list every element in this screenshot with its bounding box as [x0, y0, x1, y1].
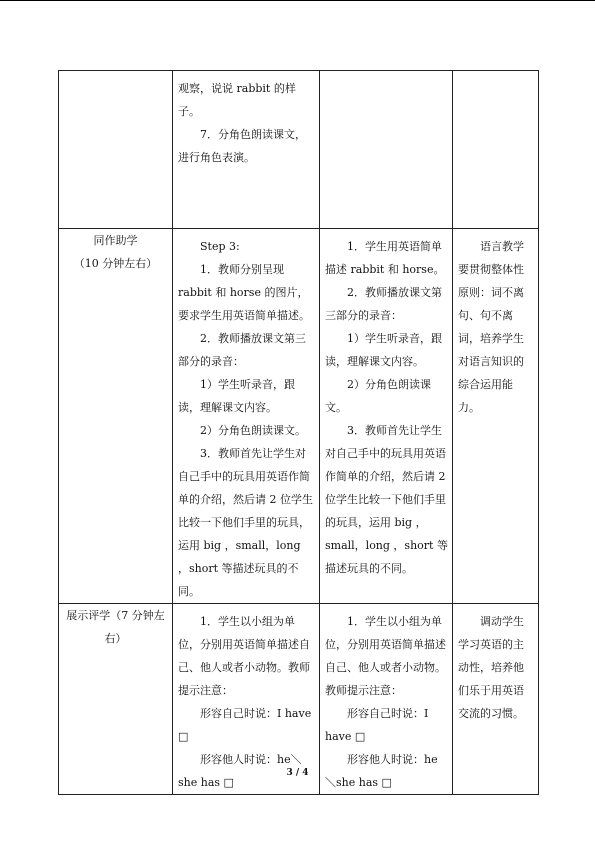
paragraph: 形容自己时说：I have □	[325, 707, 429, 743]
document-page	[58, 70, 538, 795]
stage-duration: （10 分钟左右）	[73, 257, 158, 270]
paragraph: Step 3:	[200, 240, 240, 253]
stage-cell	[59, 71, 173, 229]
paragraph: 形容他人时说：he＼she has □	[325, 753, 438, 789]
stage-title: 同作助学	[93, 234, 138, 247]
paragraph: 1．学生以小组为单位，分别用英语简单描述自己、他人或者小动物。教师提示注意：	[325, 615, 446, 697]
stage-cell	[59, 604, 173, 795]
design-intent-cell	[453, 604, 539, 795]
paragraph: 2．教师播放课文第三部分的录音：	[325, 286, 442, 322]
paragraph: 语言教学要贯彻整体性原则：词不离句、句不离词，培养学生对语言知识的综合运用能力。	[458, 240, 524, 414]
paragraph: 3．教师首先让学生对自己手中的玩具用英语作简单的介绍，然后请 2 位学生比较一下他们手里的玩具，运用 big ，small，long ，short 等描述玩具的不同。	[178, 447, 313, 598]
stage-cell	[59, 229, 173, 604]
student-activity-cell	[320, 604, 453, 795]
table-row	[59, 229, 539, 604]
table-row	[59, 71, 539, 229]
stage-title: 展示评学（7 分钟左右）	[66, 609, 165, 645]
design-intent-cell	[453, 229, 539, 604]
paragraph: 3．教师首先让学生对自己手中的玩具用英语作简单的介绍，然后请 2 位学生比较一下他们手里的玩具，运用 big ，small，long ，short 等描述玩具的不同。	[325, 424, 448, 575]
paragraph: 7．分角色朗读课文，进行角色表演。	[178, 128, 306, 164]
student-activity-cell	[320, 71, 453, 229]
paragraph: 1．学生以小组为单位，分别用英语简单描述自己、他人或者小动物。教师提示注意：	[178, 615, 310, 697]
paragraph: 形容自己时说：I have □	[178, 707, 312, 743]
design-intent-cell	[453, 71, 539, 229]
teacher-activity-cell	[173, 71, 320, 229]
paragraph: 观察，说说 rabbit 的样子。	[178, 82, 296, 118]
paragraph: 2．教师播放课文第三部分的录音：	[178, 332, 306, 368]
header-rule	[0, 0, 595, 1]
paragraph: 1．教师分别呈现 rabbit 和 horse 的图片，要求学生用英语简单描述。	[178, 263, 310, 322]
paragraph: 2）分角色朗读课文。	[200, 424, 306, 437]
table-row	[59, 604, 539, 795]
teacher-activity-cell	[173, 229, 320, 604]
paragraph: 形容他人时说：he＼she has □	[178, 753, 302, 789]
paragraph: 1）学生听录音，跟读，理解课文内容。	[178, 378, 295, 414]
paragraph: 1．学生用英语简单描述 rabbit 和 horse。	[325, 240, 445, 276]
teacher-activity-cell	[173, 604, 320, 795]
paragraph: 2）分角色朗读课文。	[325, 378, 431, 414]
student-activity-cell	[320, 229, 453, 604]
paragraph: 1）学生听录音，跟读，理解课文内容。	[325, 332, 442, 368]
lesson-plan-table	[58, 70, 539, 795]
paragraph: 调动学生学习英语的主动性，培养他们乐于用英语交流的习惯。	[458, 615, 524, 720]
page-number: 3 / 4	[286, 768, 309, 778]
